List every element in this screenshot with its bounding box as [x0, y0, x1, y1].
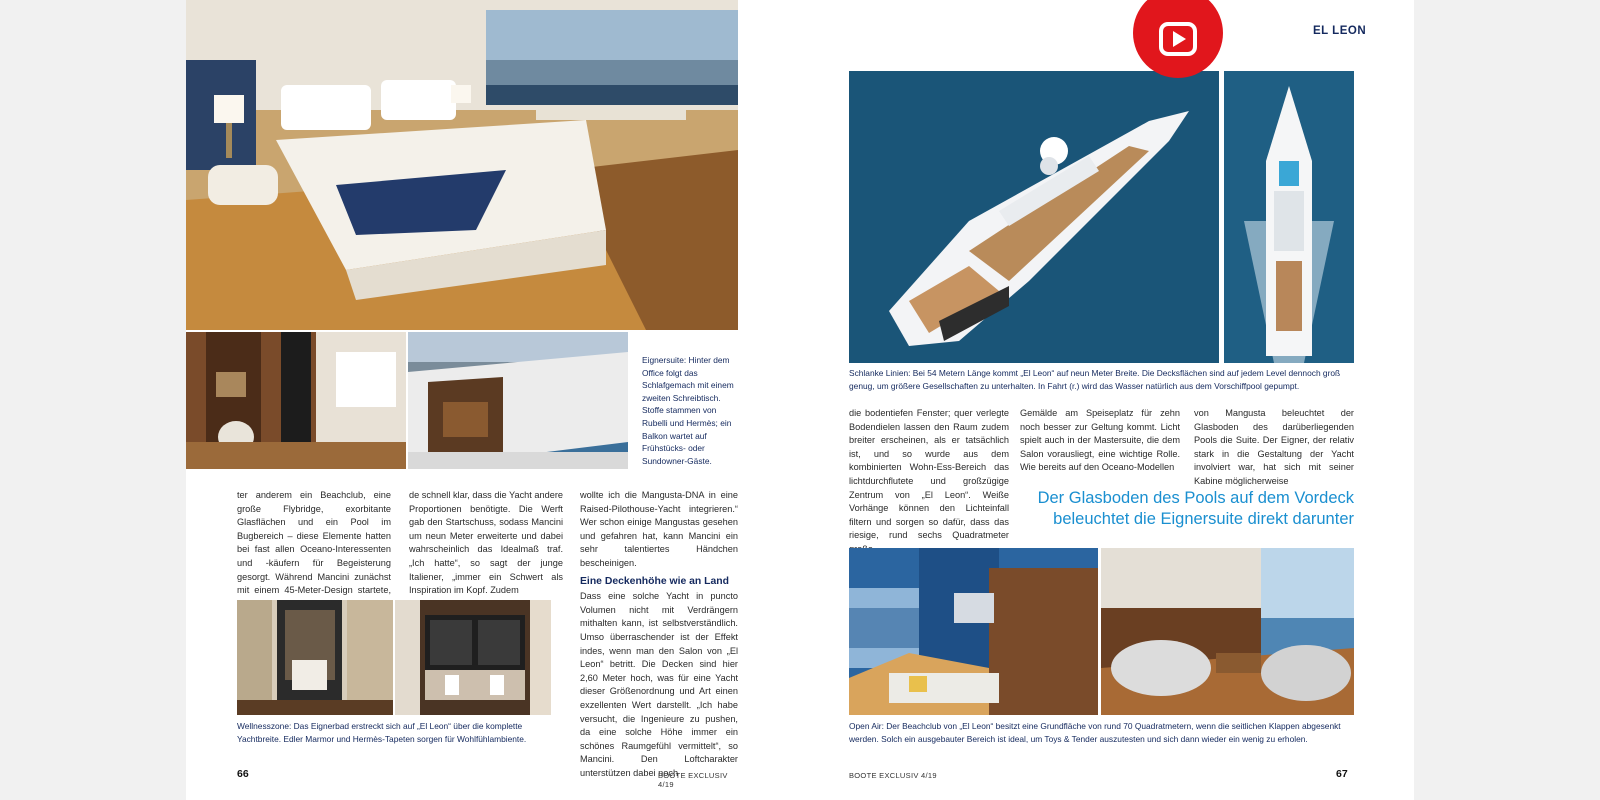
photo-owner-office	[186, 332, 406, 469]
photo-yacht-underway	[1224, 71, 1354, 363]
pullquote: Der Glasboden des Pools auf dem Vordeck beleuchtet die Eignersuite direkt darunter	[1037, 489, 1354, 528]
left-page	[186, 0, 738, 800]
photo-balcony	[408, 332, 628, 469]
subheading-body-text: Dass eine solche Yacht in puncto Volumen nicht mit Verdrängern mithalten kann, ist selbstverständlich. Umso überraschender ist der Effekt indes, wenn man den Salon von „El Leon“ betritt. Die Decken sind hier 2,60 Meter hoch, was für eine Yacht dieser Größenordnung und Art einen exzellenten Wert darstellt. „Ich habe versucht, die Ingenieure zu pushen, da eine solche Höhe immer ein schönes Raumgefühl vermittelt“, so Mancini. Den Loftcharakter unterstützen dabei noch	[580, 591, 738, 778]
magazine-spread	[186, 0, 1414, 800]
body-column-3	[580, 489, 738, 780]
photo-beachclub-right	[1101, 548, 1354, 715]
section-title: EL LEON	[1313, 25, 1367, 37]
caption-owner-suite: Eignersuite: Hinter dem Office folgt das Schlafgemach mit einem zweiten Schreibtisch. Stoffe stammen von Rubelli und Hermès; ein Balkon wartet auf Frühstücks- oder Sundowner-Gäste.	[642, 355, 734, 466]
photo-wellness-left	[237, 600, 393, 715]
right-page	[738, 0, 1414, 800]
body-column-5: Gemälde am Speiseplatz für zehn noch besser zur Geltung kommt. Licht spielt auch in der Mastersuite, die dem Salon vorausliegt, eine wichtige Rolle. Wie bereits auf den Oceano-Modellen	[1020, 408, 1180, 473]
photo-yacht-aerial	[849, 71, 1219, 363]
body-column-1: ter anderem ein Beachclub, eine große Flybridge, exorbitante Glasflächen und ein Pool im Bugbereich – diese Elemente hatten bei fast allen Oceano-Interessenten und -käufern für Begeisterung gesorgt. Während Mancini zunächst mit einem 45-Meter-Design startete,	[237, 490, 391, 596]
body-column-2: de schnell klar, dass die Yacht andere Proportionen benötigte. Die Werft gab den Startschuss, sodass Mancini um neun Meter erweiterte und dabei wahrscheinlich das Idealmaß traf. „Ich hatte“, so sagt der junge Italiener, „immer ein Schwert als Inspiration im Kopf. Zudem	[409, 490, 563, 596]
body-column-4: die bodentiefen Fenster; quer verlegte Bodendielen lassen den Raum zudem breiter erscheinen, als er tatsächlich ist, und so wurde aus dem kombinierten Wohn-Ess-Bereich das lichtdurchflutete und großzügige Zentrum von „El Leon“. Weiße Vorhänge können den Lichteinfall filtern und sorgen so dafür, dass das riesige, rund sechs Quadratmeter	[849, 408, 1009, 541]
caption-beachclub: Open Air: Der Beachclub von „El Leon“ besitzt eine Grundfläche von rund 70 Quadratmetern, wenn die seitlichen Klappen abgesenkt werden. Solch ein ausgebauter Bereich ist ideal, um Toys & Tender auszutesten und sich dann wieder ein wenig zu erholen.	[849, 721, 1341, 744]
magazine-issue-left: BOOTE EXCLUSIV 4/19	[658, 771, 728, 789]
play-icon[interactable]	[1133, 0, 1223, 78]
photo-master-bedroom	[186, 0, 738, 330]
magazine-issue-right: BOOTE EXCLUSIV 4/19	[849, 771, 937, 780]
video-badge[interactable]	[1133, 0, 1223, 78]
page-number-right: 67	[1336, 768, 1348, 780]
subheading-ceiling-height: Eine Deckenhöhe wie an Land	[580, 575, 729, 587]
caption-wellness: Wellnesszone: Das Eignerbad erstreckt sich auf „El Leon“ über die komplette Yachtbreite. Edler Marmor und Hermès-Tapeten sorgen für Wohlfühlambiente.	[237, 721, 527, 744]
body-column-6: von Mangusta beleuchtet der Glasboden des darüberliegenden Pools die Suite. Der Eigner, der relativ stark in die Gestaltung der Yacht involviert war, hat sich mit seiner Kabine möglicherweise	[1194, 408, 1354, 486]
body-column-3-text: wollte ich die Mangusta-DNA in eine Raised-Pilothouse-Yacht integrieren.“ Wer schon einige Mangustas gesehen und gefahren hat, kann Mancini ein sehr talentiertes Händchen bescheinigen.	[580, 490, 738, 568]
photo-wellness-right	[395, 600, 551, 715]
photo-beachclub-left	[849, 548, 1098, 715]
page-number-left: 66	[237, 768, 249, 780]
caption-aerial: Schlanke Linien: Bei 54 Metern Länge kommt „El Leon“ auf neun Meter Breite. Die Decksflächen sind auf jedem Level dennoch groß genug, um größere Gesellschaften zu unterhalten. In Fahrt (r.) wird das Wasser natürlich aus dem Vorschiffpool gepumpt.	[849, 368, 1341, 391]
